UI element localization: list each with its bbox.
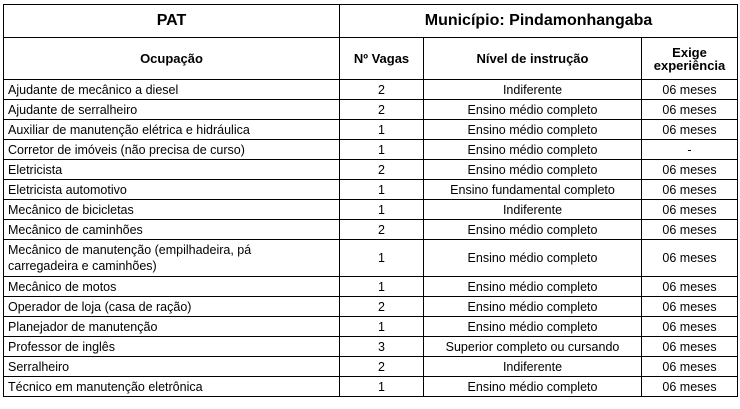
table-row xyxy=(4,200,738,220)
cell-occupation: Serralheiro xyxy=(4,357,340,377)
cell-vacancies: 1 xyxy=(340,140,424,160)
cell-experience: 06 meses xyxy=(642,377,738,397)
cell-occupation: Eletricista automotivo xyxy=(4,180,340,200)
cell-vacancies: 1 xyxy=(340,377,424,397)
cell-occupation: Mecânico de bicicletas xyxy=(4,200,340,220)
table-title-pat: PAT xyxy=(4,5,340,38)
table-row xyxy=(4,160,738,180)
table-row xyxy=(4,180,738,200)
table-row xyxy=(4,80,738,100)
table-row xyxy=(4,337,738,357)
header-experience-line2: experiência xyxy=(653,57,726,73)
cell-vacancies: 2 xyxy=(340,80,424,100)
cell-occupation: Ajudante de mecânico a diesel xyxy=(4,80,340,100)
cell-experience: 06 meses xyxy=(642,337,738,357)
table-row xyxy=(4,297,738,317)
cell-vacancies: 2 xyxy=(340,160,424,180)
cell-vacancies: 3 xyxy=(340,337,424,357)
cell-experience: 06 meses xyxy=(642,277,738,297)
cell-education: Ensino médio completo xyxy=(424,220,642,240)
cell-education: Ensino médio completo xyxy=(424,120,642,140)
table-row xyxy=(4,357,738,377)
cell-education: Indiferente xyxy=(424,200,642,220)
cell-experience: 06 meses xyxy=(642,220,738,240)
cell-experience: 06 meses xyxy=(642,200,738,220)
cell-occupation: Operador de loja (casa de ração) xyxy=(4,297,340,317)
cell-occupation xyxy=(4,240,340,277)
cell-experience: 06 meses xyxy=(642,240,738,277)
header-occupation: Ocupação xyxy=(4,38,340,80)
table-row xyxy=(4,100,738,120)
cell-vacancies: 1 xyxy=(340,120,424,140)
cell-vacancies: 1 xyxy=(340,317,424,337)
cell-occupation: Corretor de imóveis (não precisa de curso) xyxy=(4,140,340,160)
table-title-municipality: Município: Pindamonhangaba xyxy=(340,5,738,38)
cell-education: Superior completo ou cursando xyxy=(424,337,642,357)
cell-occupation: Auxiliar de manutenção elétrica e hidráulica xyxy=(4,120,340,140)
table-row xyxy=(4,140,738,160)
title-row xyxy=(4,5,738,38)
cell-experience: 06 meses xyxy=(642,120,738,140)
cell-education: Ensino fundamental completo xyxy=(424,180,642,200)
cell-occupation-line1: Mecânico de manutenção (empilhadeira, pá xyxy=(8,243,252,257)
cell-occupation: Mecânico de caminhões xyxy=(4,220,340,240)
cell-experience: 06 meses xyxy=(642,160,738,180)
cell-vacancies: 2 xyxy=(340,297,424,317)
cell-experience: 06 meses xyxy=(642,297,738,317)
cell-education: Ensino médio completo xyxy=(424,160,642,180)
cell-education: Ensino médio completo xyxy=(424,297,642,317)
cell-occupation-line2: carregadeira e caminhões) xyxy=(8,259,157,273)
cell-education: Ensino médio completo xyxy=(424,277,642,297)
header-row xyxy=(4,38,738,80)
table-row xyxy=(4,377,738,397)
cell-education: Ensino médio completo xyxy=(424,317,642,337)
cell-vacancies: 1 xyxy=(340,240,424,277)
table-row xyxy=(4,120,738,140)
cell-education: Indiferente xyxy=(424,80,642,100)
cell-vacancies: 2 xyxy=(340,357,424,377)
cell-experience: - xyxy=(642,140,738,160)
cell-education: Indiferente xyxy=(424,357,642,377)
cell-occupation: Professor de inglês xyxy=(4,337,340,357)
header-vacancies: Nº Vagas xyxy=(340,38,424,80)
table-row xyxy=(4,220,738,240)
cell-experience: 06 meses xyxy=(642,100,738,120)
cell-vacancies: 1 xyxy=(340,200,424,220)
cell-experience: 06 meses xyxy=(642,357,738,377)
cell-vacancies: 2 xyxy=(340,220,424,240)
job-vacancies-table xyxy=(3,4,738,397)
cell-experience: 06 meses xyxy=(642,180,738,200)
cell-experience: 06 meses xyxy=(642,317,738,337)
cell-education: Ensino médio completo xyxy=(424,377,642,397)
cell-vacancies: 1 xyxy=(340,180,424,200)
table-row xyxy=(4,240,738,277)
cell-vacancies: 2 xyxy=(340,100,424,120)
table-row xyxy=(4,317,738,337)
cell-occupation: Planejador de manutenção xyxy=(4,317,340,337)
cell-education: Ensino médio completo xyxy=(424,140,642,160)
table-row xyxy=(4,277,738,297)
cell-experience: 06 meses xyxy=(642,80,738,100)
cell-education: Ensino médio completo xyxy=(424,240,642,277)
header-education: Nível de instrução xyxy=(424,38,642,80)
job-vacancies-document xyxy=(3,4,738,397)
cell-occupation: Mecânico de motos xyxy=(4,277,340,297)
cell-occupation: Ajudante de serralheiro xyxy=(4,100,340,120)
cell-occupation: Eletricista xyxy=(4,160,340,180)
cell-education: Ensino médio completo xyxy=(424,100,642,120)
cell-vacancies: 1 xyxy=(340,277,424,297)
header-experience xyxy=(642,38,738,80)
cell-occupation: Técnico em manutenção eletrônica xyxy=(4,377,340,397)
header-experience-line1: Exige xyxy=(672,44,707,60)
